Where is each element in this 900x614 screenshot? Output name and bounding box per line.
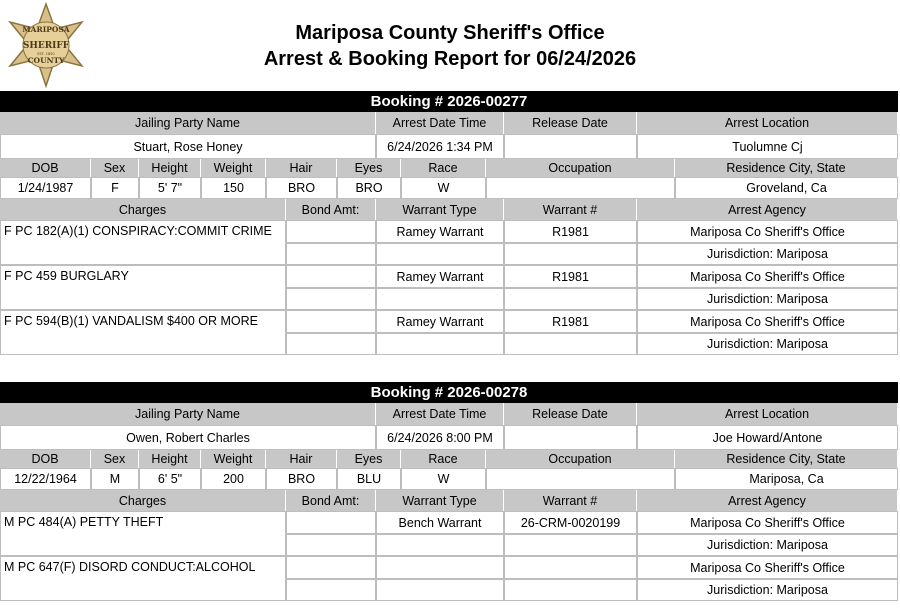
warrant-number-label: Warrant # — [504, 199, 637, 220]
warrant-type — [376, 556, 504, 579]
warrant-number — [504, 556, 637, 579]
bond-amount — [286, 511, 376, 534]
booking-row — [0, 134, 898, 159]
weight-label: Weight — [201, 450, 266, 468]
residence: Mariposa, Ca — [675, 468, 898, 490]
jurisdiction: Jurisdiction: Mariposa — [637, 333, 898, 355]
race-label: Race — [401, 159, 486, 177]
bond-amount-blank — [286, 333, 376, 355]
arrest-location: Tuolumne Cj — [637, 134, 898, 159]
dob: 1/24/1987 — [0, 177, 91, 199]
warrant-number: R1981 — [504, 220, 637, 243]
eyes-label: Eyes — [337, 159, 401, 177]
jurisdiction: Jurisdiction: Mariposa — [637, 243, 898, 265]
weight: 150 — [201, 177, 266, 199]
sex-label: Sex — [91, 159, 139, 177]
occupation-label: Occupation — [486, 450, 675, 468]
charge-block — [0, 556, 898, 601]
hair: BRO — [266, 177, 337, 199]
booking-row — [0, 450, 898, 468]
arrest-agency: Mariposa Co Sheriff's Office — [637, 220, 898, 243]
booking-row — [0, 177, 898, 199]
bond-amount — [286, 265, 376, 288]
bond-amt-label: Bond Amt: — [286, 490, 376, 511]
report-title-date: Arrest & Booking Report for 06/24/2026 — [263, 48, 637, 70]
occupation-label: Occupation — [486, 159, 675, 177]
eyes: BLU — [337, 468, 401, 490]
warrant-type-blank — [376, 333, 504, 355]
height: 5' 7" — [139, 177, 201, 199]
report-title-agency: Mariposa County Sheriff's Office — [295, 22, 605, 44]
hair-label: Hair — [266, 159, 337, 177]
arrest-agency: Mariposa Co Sheriff's Office — [637, 265, 898, 288]
jailing-party-name: Stuart, Rose Honey — [0, 134, 376, 159]
bond-amount-blank — [286, 288, 376, 310]
weight: 200 — [201, 468, 266, 490]
warrant-number: R1981 — [504, 265, 637, 288]
warrant-type: Bench Warrant — [376, 511, 504, 534]
bond-amount-blank — [286, 534, 376, 556]
warrant-number-blank — [504, 333, 637, 355]
bond-amount-blank — [286, 243, 376, 265]
booking-row — [0, 199, 898, 220]
booking-row — [0, 403, 898, 425]
eyes: BRO — [337, 177, 401, 199]
jailing-party-name-label: Jailing Party Name — [0, 403, 376, 425]
arrest-location-label: Arrest Location — [637, 403, 898, 425]
release-date — [504, 425, 637, 450]
jurisdiction: Jurisdiction: Mariposa — [637, 534, 898, 556]
jurisdiction: Jurisdiction: Mariposa — [637, 288, 898, 310]
jurisdiction: Jurisdiction: Mariposa — [637, 579, 898, 601]
occupation — [486, 468, 675, 490]
badge-text-top: MARIPOSA — [22, 25, 70, 34]
booking-section — [0, 382, 898, 601]
race: W — [401, 468, 486, 490]
warrant-number-blank — [504, 288, 637, 310]
release-date — [504, 134, 637, 159]
height-label: Height — [139, 159, 201, 177]
warrant-type: Ramey Warrant — [376, 220, 504, 243]
booking-number-header: Booking # 2026-00278 — [0, 382, 898, 403]
occupation — [486, 177, 675, 199]
arrest-location: Joe Howard/Antone — [637, 425, 898, 450]
warrant-type: Ramey Warrant — [376, 265, 504, 288]
warrant-type: Ramey Warrant — [376, 310, 504, 333]
arrest-agency-label: Arrest Agency — [637, 490, 898, 511]
charge-block — [0, 310, 898, 355]
warrant-number: 26-CRM-0020199 — [504, 511, 637, 534]
warrant-number-blank — [504, 243, 637, 265]
dob-label: DOB — [0, 450, 91, 468]
charge-description: F PC 594(B)(1) VANDALISM $400 OR MORE — [0, 310, 286, 355]
arrest-date-time-label: Arrest Date Time — [376, 403, 504, 425]
charge-description: M PC 484(A) PETTY THEFT — [0, 511, 286, 556]
race-label: Race — [401, 450, 486, 468]
height: 6' 5" — [139, 468, 201, 490]
charge-description: M PC 647(F) DISORD CONDUCT:ALCOHOL — [0, 556, 286, 601]
booking-section — [0, 91, 898, 355]
arrest-date-time-label: Arrest Date Time — [376, 112, 504, 134]
badge-text-mid: SHERIFF — [22, 41, 70, 51]
arrest-date-time: 6/24/2026 8:00 PM — [376, 425, 504, 450]
arrest-date-time: 6/24/2026 1:34 PM — [376, 134, 504, 159]
sex-label: Sex — [91, 450, 139, 468]
charge-block — [0, 220, 898, 265]
booking-row — [0, 425, 898, 450]
booking-row — [0, 468, 898, 490]
arrest-agency: Mariposa Co Sheriff's Office — [637, 310, 898, 333]
warrant-type-blank — [376, 579, 504, 601]
residence: Groveland, Ca — [675, 177, 898, 199]
bond-amount — [286, 310, 376, 333]
warrant-number: R1981 — [504, 310, 637, 333]
hair: BRO — [266, 468, 337, 490]
sheriff-badge-icon — [2, 2, 90, 88]
booking-row — [0, 159, 898, 177]
race: W — [401, 177, 486, 199]
charge-description: F PC 182(A)(1) CONSPIRACY:COMMIT CRIME — [0, 220, 286, 265]
height-label: Height — [139, 450, 201, 468]
sex: F — [91, 177, 139, 199]
bond-amount — [286, 220, 376, 243]
hair-label: Hair — [266, 450, 337, 468]
residence-label: Residence City, State — [675, 159, 898, 177]
booking-row — [0, 490, 898, 511]
release-date-label: Release Date — [504, 112, 637, 134]
booking-number-header: Booking # 2026-00277 — [0, 91, 898, 112]
warrant-number-label: Warrant # — [504, 490, 637, 511]
booking-row — [0, 112, 898, 134]
charge-block — [0, 265, 898, 310]
dob-label: DOB — [0, 159, 91, 177]
sex: M — [91, 468, 139, 490]
jailing-party-name-label: Jailing Party Name — [0, 112, 376, 134]
badge-text-small: EST. 1850 — [37, 52, 55, 56]
arrest-agency: Mariposa Co Sheriff's Office — [637, 556, 898, 579]
charges-label: Charges — [0, 199, 286, 220]
badge-text-bottom: COUNTY — [27, 56, 65, 65]
bond-amount-blank — [286, 579, 376, 601]
warrant-number-blank — [504, 534, 637, 556]
warrant-type-label: Warrant Type — [376, 490, 504, 511]
charge-description: F PC 459 BURGLARY — [0, 265, 286, 310]
bond-amt-label: Bond Amt: — [286, 199, 376, 220]
warrant-type-blank — [376, 534, 504, 556]
charges-label: Charges — [0, 490, 286, 511]
eyes-label: Eyes — [337, 450, 401, 468]
release-date-label: Release Date — [504, 403, 637, 425]
warrant-type-blank — [376, 288, 504, 310]
arrest-agency-label: Arrest Agency — [637, 199, 898, 220]
arrest-location-label: Arrest Location — [637, 112, 898, 134]
warrant-number-blank — [504, 579, 637, 601]
bond-amount — [286, 556, 376, 579]
dob: 12/22/1964 — [0, 468, 91, 490]
arrest-agency: Mariposa Co Sheriff's Office — [637, 511, 898, 534]
jailing-party-name: Owen, Robert Charles — [0, 425, 376, 450]
warrant-type-blank — [376, 243, 504, 265]
charge-block — [0, 511, 898, 556]
warrant-type-label: Warrant Type — [376, 199, 504, 220]
weight-label: Weight — [201, 159, 266, 177]
residence-label: Residence City, State — [675, 450, 898, 468]
